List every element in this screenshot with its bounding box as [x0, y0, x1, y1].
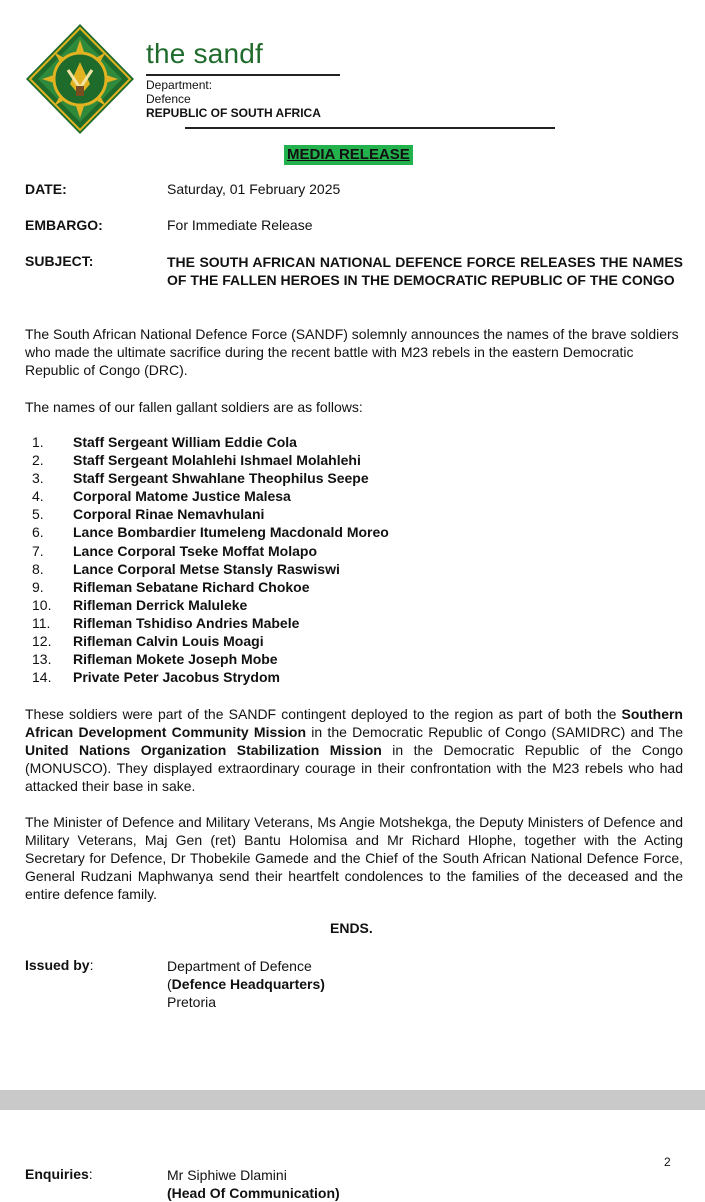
item-number: 7. [32, 542, 44, 559]
enquiries-block [167, 1166, 340, 1202]
item-number: 14. [32, 669, 52, 686]
item-number: 11. [32, 614, 51, 631]
list-item [32, 614, 389, 632]
issued-by-block [167, 957, 325, 1011]
issuer-line-2: (Defence Headquarters) [167, 976, 325, 992]
soldier-name: Private Peter Jacobus Strydom [73, 669, 280, 686]
item-number: 13. [32, 651, 52, 668]
soldier-name: Corporal Rinae Nemavhulani [73, 506, 265, 523]
un-mission-name: United Nations Organization Stabilization Mission [25, 742, 382, 758]
page-number: 2 [664, 1155, 671, 1169]
list-intro: The names of our fallen gallant soldiers are as follows: [25, 399, 363, 415]
list-item [32, 668, 389, 686]
subject-value: THE SOUTH AFRICAN NATIONAL DEFENCE FORCE RELEASES THE NAMES OF THE FALLEN HEROES IN THE DEMOCRATIC REPUBLIC OF THE CONGO [167, 254, 683, 288]
list-item [32, 560, 389, 578]
sandf-emblem-logo [24, 22, 136, 136]
item-number: 8. [32, 560, 44, 577]
soldier-name: Lance Corporal Metse Stansly Raswiswi [73, 560, 340, 577]
soldier-name: Lance Bombardier Itumeleng Macdonald Moreo [73, 524, 389, 541]
item-number: 12. [32, 633, 52, 650]
fallen-soldiers-list [32, 433, 389, 686]
list-item [32, 578, 389, 596]
soldier-name: Rifleman Sebatane Richard Chokoe [73, 578, 310, 595]
soldier-name: Rifleman Derrick Maluleke [73, 596, 248, 613]
ends-marker: ENDS. [330, 920, 373, 936]
embargo-value: For Immediate Release [167, 217, 313, 233]
header-divider [185, 127, 555, 129]
sadc-mission-name: Southern African Development Community Mission [25, 706, 683, 740]
list-item [32, 596, 389, 614]
issuer-line-3: Pretoria [167, 994, 217, 1010]
page-separator [0, 1090, 705, 1110]
date-label: DATE: [25, 181, 67, 197]
list-item [32, 433, 389, 451]
soldier-name: Rifleman Mokete Joseph Mobe [73, 651, 278, 668]
list-item [32, 451, 389, 469]
item-number: 9. [32, 578, 44, 595]
subject-label: SUBJECT: [25, 253, 94, 269]
embargo-label: EMBARGO: [25, 217, 103, 233]
intro-paragraph: The South African National Defence Force (SANDF) solemnly announces the names of the brave soldiers who made the ultimate sacrifice during the recent battle with M23 rebels in the eastern Democratic Republic of Congo (DRC). [25, 326, 679, 378]
soldier-name: Rifleman Tshidiso Andries Mabele [73, 614, 300, 631]
soldier-name: Staff Sergeant William Eddie Cola [73, 434, 297, 450]
list-item [32, 505, 389, 523]
brand-underline [146, 74, 340, 76]
soldier-name: Lance Corporal Tseke Moffat Molapo [73, 542, 317, 559]
item-number: 1. [32, 434, 44, 450]
department-name: Defence [146, 92, 191, 106]
department-label: Department: [146, 78, 213, 92]
soldier-name: Staff Sergeant Shwahlane Theophilus Seepe [73, 470, 369, 487]
soldier-name: Rifleman Calvin Louis Moagi [73, 633, 264, 650]
list-item [32, 523, 389, 541]
deployment-paragraph: These soldiers were part of the SANDF contingent deployed to the region as part of both the Southern African Development Community Mission in the Democratic Republic of Congo (SAMIDRC) and The United Nations Organization Stabilization Mission in the Democratic Republic of the Congo (MONUSCO). They displayed extraordinary courage in their confrontation with the M23 rebels who had attacked their base in sake. [25, 706, 684, 794]
media-release-title: MEDIA RELEASE [284, 145, 413, 165]
department-block [146, 78, 321, 120]
list-item [32, 632, 389, 650]
item-number: 2. [32, 452, 44, 469]
soldier-name: Corporal Matome Justice Malesa [73, 488, 291, 505]
item-number: 5. [32, 506, 44, 523]
enquiries-label: Enquiries: [25, 1166, 93, 1182]
contact-name: Mr Siphiwe Dlamini [167, 1167, 287, 1183]
date-value: Saturday, 01 February 2025 [167, 181, 341, 197]
brand-name: the sandf [146, 38, 263, 69]
issued-by-label: Issued by: [25, 957, 94, 973]
soldier-name: Staff Sergeant Molahlehi Ishmael Molahlehi [73, 452, 361, 469]
country-name: REPUBLIC OF SOUTH AFRICA [146, 106, 321, 120]
item-number: 3. [32, 470, 44, 487]
list-item [32, 469, 389, 487]
list-item [32, 487, 389, 505]
condolences-paragraph: The Minister of Defence and Military Veterans, Ms Angie Motshekga, the Deputy Ministers of Defence and Military Veterans, Maj Gen (ret) Bantu Holomisa and Mr Richard Hlophe, together with the Acting Secretary for Defence, Dr Thobekile Gamede and the Chief of the South African National Defence Force, General Rudzani Maphwanya send their heartfelt condolences to the families of the deceased and the entire defence family. [25, 814, 683, 902]
list-item [32, 542, 389, 560]
contact-title: (Head Of Communication) [167, 1185, 340, 1201]
item-number: 4. [32, 488, 44, 505]
item-number: 6. [32, 524, 44, 541]
item-number: 10. [32, 596, 52, 613]
list-item [32, 650, 389, 668]
issuer-line-1: Department of Defence [167, 958, 312, 974]
